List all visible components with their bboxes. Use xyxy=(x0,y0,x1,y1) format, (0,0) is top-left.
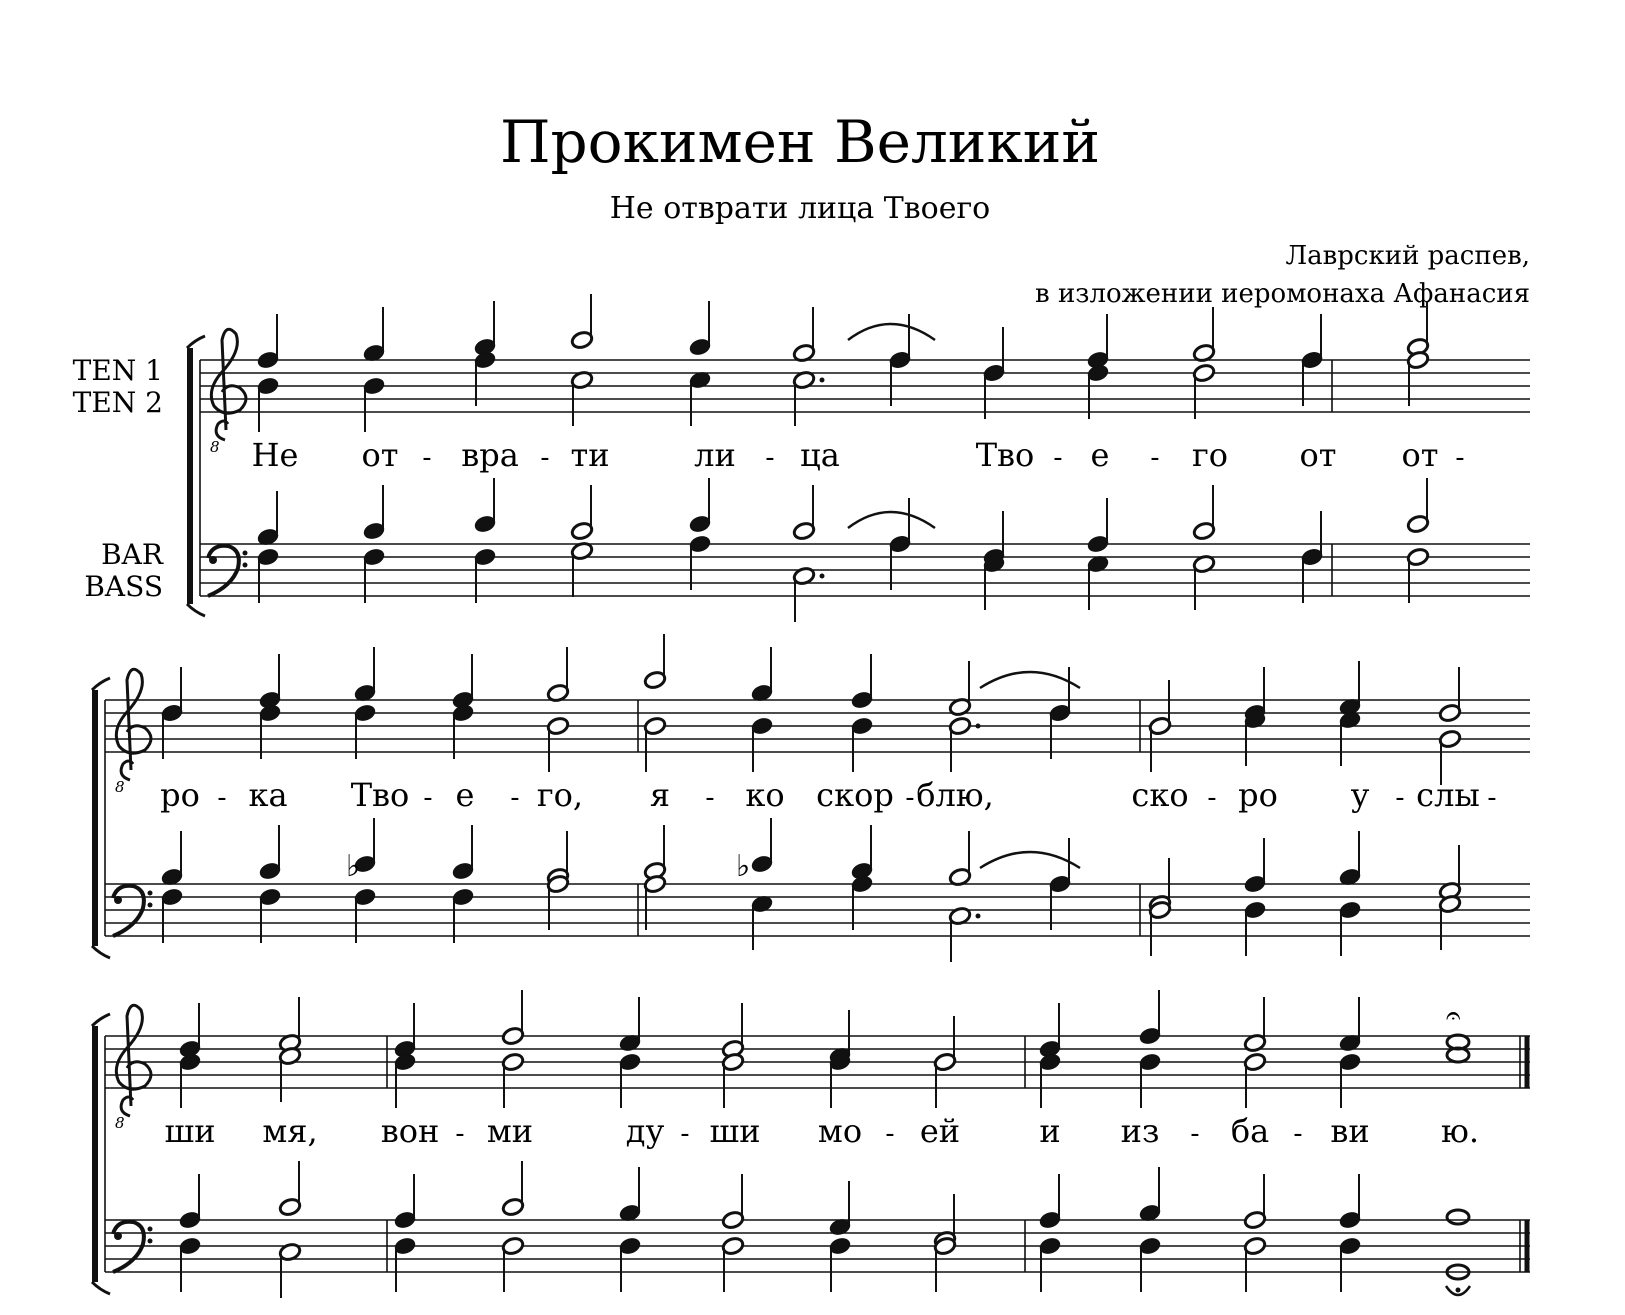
lyric-hyphen: - xyxy=(1150,443,1160,473)
note xyxy=(362,547,386,603)
note xyxy=(258,654,282,710)
note xyxy=(256,314,280,370)
note xyxy=(721,1236,745,1292)
note xyxy=(948,661,972,717)
piece-title: Прокимен Великий xyxy=(499,108,1101,176)
note xyxy=(1338,831,1362,887)
svg-text:8: 8 xyxy=(210,438,220,456)
note xyxy=(933,1052,957,1108)
note xyxy=(393,1003,417,1059)
lyric-syllable: ско xyxy=(1131,776,1189,814)
note xyxy=(362,307,386,363)
note xyxy=(888,350,912,406)
note xyxy=(1038,1052,1062,1108)
lyric-hyphen: - xyxy=(885,1119,895,1149)
note xyxy=(721,1052,745,1108)
fermata-above: 𝄐 xyxy=(1446,1001,1461,1031)
note xyxy=(501,1236,525,1292)
staff-upper xyxy=(200,360,1530,412)
composer-credit-line-1: Лаврский распев, xyxy=(1285,241,1530,271)
note xyxy=(850,874,874,930)
note xyxy=(1338,900,1362,956)
lyric-syllable: ца xyxy=(800,436,840,474)
note xyxy=(1338,1174,1362,1230)
note xyxy=(1300,350,1324,406)
note xyxy=(278,997,302,1053)
lyric-syllable: Тво xyxy=(350,776,410,814)
note xyxy=(278,1242,302,1298)
lyric-syllable: ей xyxy=(919,1112,961,1150)
note xyxy=(546,716,570,772)
note xyxy=(1192,363,1216,419)
note xyxy=(643,825,667,881)
note xyxy=(982,554,1006,610)
staff-lower xyxy=(105,1220,1530,1272)
note xyxy=(1438,667,1462,723)
note xyxy=(1243,838,1267,894)
lyric-syllable: ю. xyxy=(1440,1112,1480,1150)
note xyxy=(1048,703,1072,759)
note xyxy=(792,485,816,541)
lyric-syllable: ши xyxy=(709,1112,761,1150)
piece-subtitle: Не отврати лица Твоего xyxy=(609,191,991,226)
note xyxy=(1406,301,1430,357)
note xyxy=(792,307,816,363)
note xyxy=(570,485,594,541)
note xyxy=(473,350,497,406)
note xyxy=(618,997,642,1053)
slur xyxy=(980,672,1080,688)
note xyxy=(160,703,184,759)
note xyxy=(643,634,667,690)
lyric-syllable: мо xyxy=(817,1112,863,1150)
note xyxy=(1192,307,1216,363)
system-1 xyxy=(187,294,1530,622)
note xyxy=(393,1052,417,1108)
notes-upper xyxy=(160,634,1462,785)
note xyxy=(1338,661,1362,717)
note xyxy=(618,1167,642,1223)
bracket-top-hook xyxy=(92,678,110,690)
note xyxy=(160,831,184,887)
voice-label-ten2: TEN 2 xyxy=(72,386,163,419)
flat-accidental: ♭ xyxy=(736,849,751,884)
voice-label-bar: BAR xyxy=(101,538,163,571)
note xyxy=(643,716,667,772)
lyric-syllable: го xyxy=(1191,436,1229,474)
notes-lower xyxy=(256,478,1430,622)
note xyxy=(618,1052,642,1108)
note xyxy=(1438,894,1462,950)
notes-lower xyxy=(160,818,1462,962)
note xyxy=(750,647,774,703)
lyric-syllable: ду xyxy=(625,1112,665,1150)
bracket-top-hook xyxy=(92,1014,110,1026)
note xyxy=(501,1161,525,1217)
note xyxy=(473,547,497,603)
note xyxy=(1038,1174,1062,1230)
note xyxy=(1406,478,1430,534)
lyric-syllable: ро xyxy=(160,776,200,814)
note xyxy=(362,376,386,432)
note xyxy=(643,874,667,930)
note xyxy=(546,874,570,930)
lyric-hyphen: - xyxy=(1190,1119,1200,1149)
note xyxy=(1086,314,1110,370)
note xyxy=(948,906,980,962)
lyric-syllable: ви xyxy=(1330,1112,1370,1150)
note xyxy=(353,703,377,759)
note xyxy=(1243,1174,1267,1230)
note xyxy=(570,541,594,597)
lyric-syllable: от xyxy=(1299,436,1337,474)
fermata-below xyxy=(1446,1286,1470,1295)
note xyxy=(1038,1003,1062,1059)
treble-clef-8vb xyxy=(115,1005,151,1132)
whole-note-chord xyxy=(1447,1035,1469,1279)
lyric-syllable: го, xyxy=(536,776,584,814)
lyric-hyphen: - xyxy=(423,783,433,813)
note xyxy=(362,485,386,541)
lyric-syllable: блю, xyxy=(916,776,994,814)
voice-label-bass: BASS xyxy=(84,570,163,603)
lyric-syllable: и xyxy=(1039,1112,1061,1150)
note xyxy=(1243,900,1267,956)
svg-text:8: 8 xyxy=(115,778,125,796)
note xyxy=(1300,547,1324,603)
note xyxy=(850,825,874,881)
note xyxy=(473,301,497,357)
lyric-syllable: вон xyxy=(380,1112,440,1150)
note xyxy=(1086,363,1110,419)
note xyxy=(721,1003,745,1059)
note xyxy=(828,1236,852,1292)
staff-upper xyxy=(105,1036,1530,1088)
note xyxy=(1338,1236,1362,1292)
note xyxy=(1192,554,1216,610)
voice-label-ten1: TEN 1 xyxy=(72,354,163,387)
lyric-hyphen: - xyxy=(680,1119,690,1149)
note xyxy=(1338,997,1362,1053)
note xyxy=(1148,900,1172,956)
note xyxy=(982,363,1006,419)
lyric-syllable: ли xyxy=(694,436,736,474)
bracket-bottom-hook xyxy=(92,1282,110,1294)
lyric-hyphen: - xyxy=(510,783,520,813)
lyric-hyphen: - xyxy=(455,1119,465,1149)
slur xyxy=(980,852,1080,868)
lyric-syllable: слы xyxy=(1416,776,1480,814)
lyric-hyphen: - xyxy=(705,783,715,813)
note xyxy=(750,818,774,874)
lyric-syllable: ши xyxy=(164,1112,216,1150)
note xyxy=(178,1236,202,1292)
note xyxy=(278,1046,302,1102)
note xyxy=(1243,710,1267,766)
note xyxy=(451,825,475,881)
bracket-top-hook xyxy=(187,336,205,348)
note xyxy=(1438,845,1462,901)
note xyxy=(828,1052,852,1108)
lyric-hyphen: - xyxy=(1455,443,1465,473)
lyric-syllable: ко xyxy=(745,776,785,814)
lyric-syllable: ми xyxy=(486,1112,534,1150)
note xyxy=(688,478,712,534)
note xyxy=(353,887,377,943)
note xyxy=(792,370,824,426)
note xyxy=(828,1181,852,1237)
note xyxy=(451,887,475,943)
note xyxy=(1138,1052,1162,1108)
lyrics-line-3 xyxy=(164,1112,1479,1150)
note xyxy=(850,654,874,710)
note xyxy=(1086,498,1110,554)
lyric-hyphen: - xyxy=(540,443,550,473)
lyric-syllable: от xyxy=(1401,436,1439,474)
treble-clef-8vb xyxy=(115,669,151,796)
note xyxy=(546,647,570,703)
treble-clef-8vb xyxy=(210,329,246,456)
slur xyxy=(848,512,935,528)
note xyxy=(688,370,712,426)
note xyxy=(258,887,282,943)
lyric-hyphen: - xyxy=(905,783,915,813)
lyric-syllable: у xyxy=(1350,776,1370,814)
note xyxy=(792,566,824,622)
note xyxy=(1243,997,1267,1053)
note xyxy=(570,294,594,350)
lyric-syllable: мя, xyxy=(262,1112,318,1150)
note xyxy=(948,831,972,887)
note xyxy=(160,887,184,943)
notes-lower xyxy=(178,1161,1362,1298)
note xyxy=(256,376,280,432)
final-barline xyxy=(1520,1036,1527,1272)
bracket-bottom-hook xyxy=(92,946,110,958)
lyric-syllable: вра xyxy=(461,436,519,474)
bass-clef xyxy=(113,1222,153,1272)
lyric-hyphen: - xyxy=(1207,783,1217,813)
note xyxy=(618,1236,642,1292)
note xyxy=(688,534,712,590)
lyric-syllable: е xyxy=(1090,436,1110,474)
lyric-syllable: от xyxy=(361,436,399,474)
lyric-syllable: Не xyxy=(251,436,299,474)
note xyxy=(750,894,774,950)
lyrics-line-1 xyxy=(252,436,1465,474)
lyric-hyphen: - xyxy=(217,783,227,813)
lyric-syllable: я xyxy=(649,776,671,814)
note xyxy=(850,716,874,772)
note xyxy=(256,491,280,547)
note xyxy=(1338,710,1362,766)
lyric-syllable: ти xyxy=(570,436,610,474)
bass-clef xyxy=(113,886,153,936)
note xyxy=(178,1003,202,1059)
composer-credit-line-2: в изложении иеромонаха Афанасия xyxy=(1035,279,1530,309)
lyric-syllable: ба xyxy=(1230,1112,1270,1150)
note xyxy=(393,1174,417,1230)
lyric-hyphen: - xyxy=(1487,783,1497,813)
note xyxy=(178,1174,202,1230)
note xyxy=(258,703,282,759)
slur xyxy=(848,324,935,340)
staff-upper xyxy=(105,700,1530,752)
lyric-hyphen: - xyxy=(422,443,432,473)
note xyxy=(473,478,497,534)
lyric-hyphen: - xyxy=(1293,1119,1303,1149)
note xyxy=(1406,350,1430,406)
svg-text:8: 8 xyxy=(115,1114,125,1132)
system-3 xyxy=(92,990,1530,1298)
note xyxy=(570,370,594,426)
note xyxy=(1086,554,1110,610)
lyric-syllable: из xyxy=(1120,1112,1160,1150)
note xyxy=(1138,1167,1162,1223)
note xyxy=(1192,485,1216,541)
note xyxy=(948,716,980,772)
note xyxy=(1243,1236,1267,1292)
note xyxy=(258,825,282,881)
lyric-hyphen: - xyxy=(1053,443,1063,473)
note xyxy=(1038,1236,1062,1292)
lyric-hyphen: - xyxy=(765,443,775,473)
note xyxy=(501,1052,525,1108)
note xyxy=(256,547,280,603)
note xyxy=(278,1161,302,1217)
staff-lower xyxy=(105,884,1530,936)
lyric-syllable: е xyxy=(455,776,475,814)
note xyxy=(1338,1052,1362,1108)
note xyxy=(501,990,525,1046)
note xyxy=(1243,1052,1267,1108)
note xyxy=(393,1236,417,1292)
note xyxy=(1048,874,1072,930)
lyric-syllable: Тво xyxy=(975,436,1035,474)
note xyxy=(451,654,475,710)
lyrics-line-2 xyxy=(160,776,1497,814)
bass-clef xyxy=(208,546,248,596)
note xyxy=(721,1174,745,1230)
lyric-syllable: ка xyxy=(248,776,288,814)
note xyxy=(1406,547,1430,603)
lyric-hyphen: - xyxy=(1395,783,1405,813)
note xyxy=(1138,1236,1162,1292)
flat-accidental: ♭ xyxy=(346,849,361,884)
lyric-syllable: скор xyxy=(816,776,894,814)
note xyxy=(750,716,774,772)
staff-lower xyxy=(200,544,1530,596)
lyric-syllable: ро xyxy=(1238,776,1278,814)
note xyxy=(888,534,912,590)
note xyxy=(451,703,475,759)
note xyxy=(933,1236,957,1292)
system-2 xyxy=(92,634,1530,962)
note xyxy=(353,647,377,703)
note xyxy=(1148,716,1172,772)
note xyxy=(178,1052,202,1108)
note xyxy=(1138,990,1162,1046)
note xyxy=(688,301,712,357)
bracket-bottom-hook xyxy=(187,604,205,616)
